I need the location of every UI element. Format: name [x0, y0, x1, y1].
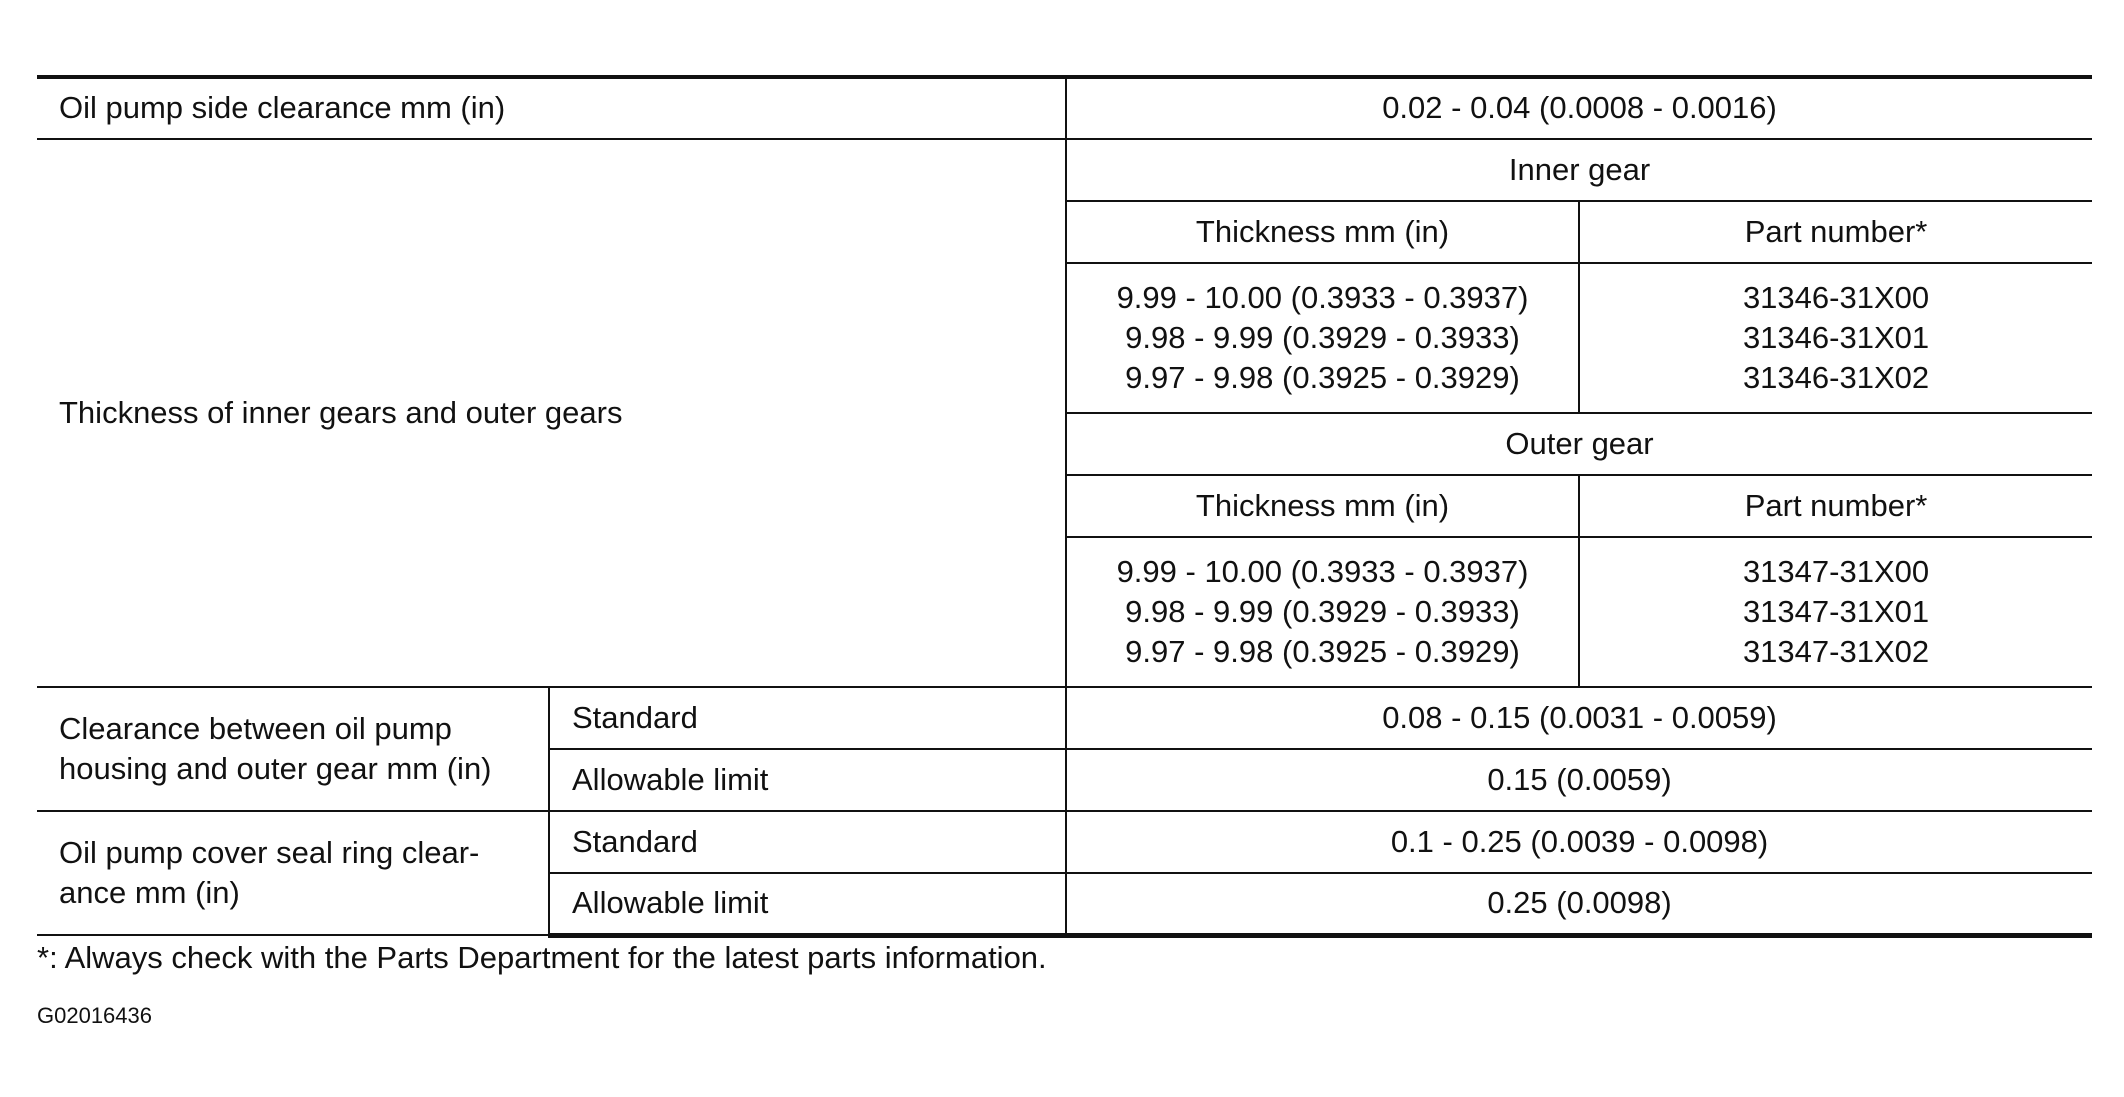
housing-limit-label: Allowable limit: [549, 749, 1066, 811]
seal-ring-label-line: Oil pump cover seal ring clear-: [59, 834, 480, 870]
outer-part-number: 31347-31X02: [1742, 634, 1930, 670]
seal-ring-standard-value: 0.1 - 0.25 (0.0039 - 0.0098): [1066, 811, 2092, 873]
seal-ring-clearance-label: [37, 811, 549, 935]
inner-part-number: 31346-31X01: [1742, 319, 1930, 355]
outer-thickness-column-header: Thickness mm (in): [1066, 475, 1579, 537]
housing-standard-label: Standard: [549, 687, 1066, 749]
side-clearance-label: Oil pump side clearance mm (in): [37, 77, 1066, 139]
outer-thickness-value: 9.98 - 9.99 (0.3929 - 0.3933): [1125, 593, 1520, 629]
outer-thickness-value: 9.99 - 10.00 (0.3933 - 0.3937): [1116, 553, 1529, 589]
inner-thickness-value: 9.97 - 9.98 (0.3925 - 0.3929): [1125, 360, 1520, 396]
inner-part-number: 31346-31X02: [1742, 360, 1930, 396]
housing-clearance-label-line: Clearance between oil pump: [59, 710, 452, 746]
housing-clearance-label-line: housing and outer gear mm (in): [59, 751, 492, 786]
housing-clearance-label: [37, 687, 549, 811]
seal-ring-standard-label: Standard: [549, 811, 1066, 873]
seal-ring-label-line: ance mm (in): [59, 875, 240, 910]
outer-thickness-value: 9.97 - 9.98 (0.3925 - 0.3929): [1125, 634, 1520, 670]
seal-ring-limit-label: Allowable limit: [549, 873, 1066, 935]
seal-ring-limit-value: 0.25 (0.0098): [1066, 873, 2092, 935]
table-row: [37, 139, 2092, 201]
inner-part-number-column-header: Part number*: [1579, 201, 2092, 263]
housing-limit-value: 0.15 (0.0059): [1066, 749, 2092, 811]
housing-standard-value: 0.08 - 0.15 (0.0031 - 0.0059): [1066, 687, 2092, 749]
outer-gear-heading: Outer gear: [1066, 413, 2092, 475]
inner-gear-heading: Inner gear: [1066, 139, 2092, 201]
outer-thickness-values: [1066, 537, 1579, 687]
outer-part-number: 31347-31X00: [1742, 553, 1930, 589]
inner-thickness-value: 9.99 - 10.00 (0.3933 - 0.3937): [1116, 279, 1529, 315]
table-row: [37, 687, 2092, 749]
figure-id: G02016436: [37, 1003, 152, 1028]
inner-thickness-value: 9.98 - 9.99 (0.3929 - 0.3933): [1125, 319, 1520, 355]
table-row: [37, 811, 2092, 873]
gear-thickness-label: Thickness of inner gears and outer gears: [37, 139, 1066, 687]
side-clearance-value: 0.02 - 0.04 (0.0008 - 0.0016): [1066, 77, 2092, 139]
footnote: *: Always check with the Parts Department for the latest parts information.: [37, 940, 1047, 975]
outer-part-number: 31347-31X01: [1742, 593, 1930, 629]
specification-table: [37, 75, 2092, 938]
inner-thickness-values: [1066, 263, 1579, 413]
outer-part-number-column-header: Part number*: [1579, 475, 2092, 537]
inner-thickness-column-header: Thickness mm (in): [1066, 201, 1579, 263]
inner-part-number: 31346-31X00: [1742, 279, 1930, 315]
outer-part-numbers: [1579, 537, 2092, 687]
table-row: [37, 77, 2092, 139]
inner-part-numbers: [1579, 263, 2092, 413]
